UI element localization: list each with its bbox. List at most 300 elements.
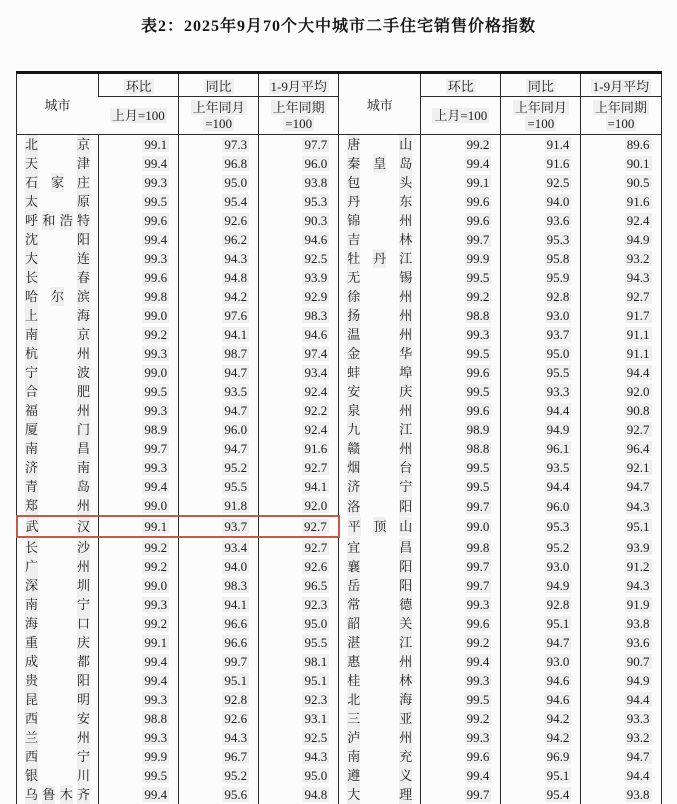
- yoy-value-cell: 96.0: [179, 420, 259, 439]
- city-cell: [17, 211, 99, 230]
- table-row: [17, 496, 662, 516]
- avg-value-cell: 91.1: [581, 344, 661, 363]
- city-cell: [339, 344, 421, 363]
- avg-value-cell: 90.5: [581, 173, 661, 192]
- city-cell: [339, 287, 421, 306]
- avg-value-cell: 90.1: [581, 154, 661, 173]
- table-row: [17, 268, 662, 287]
- mom-value-cell: 99.2: [99, 537, 179, 557]
- avg-value-cell: 93.4: [259, 363, 339, 382]
- table-row: [17, 557, 662, 576]
- avg-value-cell: 93.2: [581, 728, 661, 747]
- mom-value-cell: 99.5: [421, 344, 501, 363]
- city-name: 上 海: [25, 308, 91, 323]
- mom-value-cell: 98.8: [421, 439, 501, 458]
- yoy-value-cell: 96.7: [179, 747, 259, 766]
- table-row: [17, 766, 662, 785]
- city-cell: [339, 671, 421, 690]
- city-cell: [17, 785, 99, 804]
- city-name: 深 圳: [25, 578, 91, 593]
- city-name: 洛 阳: [347, 498, 413, 514]
- mom-value-cell: 99.3: [99, 249, 179, 268]
- yoy-value-cell: 95.0: [501, 344, 581, 363]
- avg-value-cell: 95.1: [581, 516, 661, 537]
- city-cell: [339, 595, 421, 614]
- table-row: [17, 747, 662, 766]
- city-cell: [339, 477, 421, 496]
- city-cell: [339, 211, 421, 230]
- header-avg-base-line2: =100: [285, 115, 313, 131]
- table-row: [17, 344, 662, 363]
- yoy-value-cell: 94.8: [179, 268, 259, 287]
- mom-value-cell: 99.4: [99, 230, 179, 249]
- mom-value-cell: 99.4: [99, 477, 179, 496]
- yoy-value-cell: 93.7: [501, 325, 581, 344]
- city-name: 烟 台: [347, 460, 413, 475]
- yoy-value-cell: 94.0: [501, 192, 581, 211]
- mom-value-cell: 99.2: [99, 614, 179, 633]
- yoy-value-cell: 98.3: [179, 576, 259, 595]
- avg-value-cell: 92.5: [259, 249, 339, 268]
- header-mom-left: [99, 73, 179, 97]
- avg-value-cell: 94.6: [259, 325, 339, 344]
- mom-value-cell: 99.4: [99, 154, 179, 173]
- city-name: 南 充: [347, 749, 413, 764]
- avg-value-cell: 98.1: [259, 652, 339, 671]
- mom-value-cell: 99.6: [421, 211, 501, 230]
- table-row: [17, 595, 662, 614]
- avg-value-cell: 93.2: [581, 249, 661, 268]
- mom-value-cell: 99.0: [99, 576, 179, 595]
- avg-value-cell: 94.3: [581, 576, 661, 595]
- yoy-value-cell: 94.6: [501, 671, 581, 690]
- city-cell: [17, 595, 99, 614]
- city-cell: [17, 154, 99, 173]
- table-row: [17, 785, 662, 804]
- table-row: [17, 652, 662, 671]
- mom-value-cell: 99.5: [99, 766, 179, 785]
- city-cell: [17, 401, 99, 420]
- header-avg-base-line1: 上年同期: [272, 99, 325, 115]
- city-cell: [339, 766, 421, 785]
- header-yoy-base-line2: =100: [205, 115, 233, 131]
- table-row: [17, 516, 662, 537]
- mom-value-cell: 99.2: [99, 325, 179, 344]
- header-mom-base-label: 上月=100: [434, 107, 488, 123]
- header-yoy-left: [179, 73, 259, 97]
- table-header: [17, 73, 662, 135]
- city-name: 昆 明: [25, 692, 91, 707]
- table-row: [17, 382, 662, 401]
- city-name: 牡 丹 江: [347, 251, 413, 266]
- yoy-value-cell: 95.8: [501, 249, 581, 268]
- city-name: 赣 州: [347, 441, 413, 456]
- mom-value-cell: 99.6: [421, 401, 501, 420]
- city-name: 天 津: [25, 156, 91, 171]
- header-avg-base-left: [259, 97, 339, 135]
- city-name: 大 理: [347, 787, 413, 802]
- city-cell: [339, 401, 421, 420]
- avg-value-cell: 95.1: [259, 671, 339, 690]
- header-mom-label: 环比: [447, 78, 474, 94]
- city-name: 徐 州: [347, 289, 413, 304]
- mom-value-cell: 99.1: [99, 135, 179, 155]
- avg-value-cell: 92.1: [581, 458, 661, 477]
- avg-value-cell: 91.1: [581, 325, 661, 344]
- mom-value-cell: 99.5: [99, 192, 179, 211]
- yoy-value-cell: 94.7: [179, 439, 259, 458]
- header-yoy-base-left: [179, 97, 259, 135]
- yoy-value-cell: 95.5: [501, 363, 581, 382]
- city-name: 长 春: [25, 270, 91, 285]
- city-cell: [17, 439, 99, 458]
- mom-value-cell: 99.3: [99, 173, 179, 192]
- yoy-value-cell: 95.2: [501, 537, 581, 557]
- city-cell: [17, 363, 99, 382]
- city-cell: [17, 652, 99, 671]
- avg-value-cell: 94.7: [581, 747, 661, 766]
- city-cell: [339, 439, 421, 458]
- table-row: [17, 633, 662, 652]
- avg-value-cell: 92.6: [259, 557, 339, 576]
- avg-value-cell: 94.4: [581, 363, 661, 382]
- city-cell: [17, 477, 99, 496]
- city-cell: [339, 230, 421, 249]
- city-name: 南 京: [25, 327, 91, 342]
- city-name: 沈 阳: [25, 232, 91, 247]
- mom-value-cell: 99.7: [421, 576, 501, 595]
- avg-value-cell: 94.6: [259, 230, 339, 249]
- city-cell: [17, 249, 99, 268]
- yoy-value-cell: 93.5: [501, 458, 581, 477]
- yoy-value-cell: 92.8: [501, 287, 581, 306]
- avg-value-cell: 94.3: [581, 496, 661, 516]
- city-cell: [17, 192, 99, 211]
- yoy-value-cell: 96.0: [501, 496, 581, 516]
- header-yoy-base-line1: 上年同月: [514, 99, 567, 115]
- mom-value-cell: 99.7: [421, 496, 501, 516]
- city-cell: [17, 728, 99, 747]
- mom-value-cell: 98.8: [421, 306, 501, 325]
- yoy-value-cell: 93.7: [179, 516, 259, 537]
- avg-value-cell: 95.0: [259, 614, 339, 633]
- city-name: 合 肥: [25, 384, 91, 399]
- yoy-value-cell: 94.1: [179, 325, 259, 344]
- table-row: [17, 537, 662, 557]
- city-name: 乌 鲁 木 齐: [25, 787, 91, 802]
- city-cell: [339, 633, 421, 652]
- avg-value-cell: 92.0: [259, 496, 339, 516]
- city-name: 韶 关: [347, 616, 413, 631]
- avg-value-cell: 94.1: [259, 477, 339, 496]
- city-cell: [339, 135, 421, 155]
- city-name: 秦 皇 岛: [347, 156, 413, 171]
- city-name: 宜 昌: [347, 539, 413, 555]
- mom-value-cell: 99.3: [99, 401, 179, 420]
- table-row: [17, 576, 662, 595]
- city-name: 包 头: [347, 175, 413, 190]
- city-cell: [17, 671, 99, 690]
- mom-value-cell: 99.1: [99, 633, 179, 652]
- city-cell: [17, 458, 99, 477]
- table-row: [17, 439, 662, 458]
- avg-value-cell: 94.4: [581, 690, 661, 709]
- avg-value-cell: 92.4: [259, 382, 339, 401]
- yoy-value-cell: 95.2: [179, 766, 259, 785]
- city-cell: [17, 287, 99, 306]
- avg-value-cell: 94.8: [259, 785, 339, 804]
- yoy-value-cell: 96.8: [179, 154, 259, 173]
- city-name: 桂 林: [347, 673, 413, 688]
- city-cell: [339, 268, 421, 287]
- header-city-left: 城市: [17, 73, 99, 135]
- mom-value-cell: 98.8: [99, 709, 179, 728]
- city-name: 呼 和 浩 特: [25, 213, 91, 228]
- mom-value-cell: 99.0: [421, 516, 501, 537]
- mom-value-cell: 99.2: [421, 135, 501, 155]
- mom-value-cell: 99.1: [421, 173, 501, 192]
- city-cell: [17, 557, 99, 576]
- yoy-value-cell: 92.8: [179, 690, 259, 709]
- table-row: [17, 477, 662, 496]
- mom-value-cell: 99.9: [99, 747, 179, 766]
- city-name: 三 亚: [347, 711, 413, 726]
- city-cell: [17, 614, 99, 633]
- avg-value-cell: 89.6: [581, 135, 661, 155]
- avg-value-cell: 92.7: [259, 458, 339, 477]
- yoy-value-cell: 95.0: [179, 173, 259, 192]
- city-cell: [17, 420, 99, 439]
- yoy-value-cell: 94.2: [501, 728, 581, 747]
- header-mom-right: [421, 73, 501, 97]
- avg-value-cell: 95.5: [259, 633, 339, 652]
- city-name: 石 家 庄: [25, 175, 91, 190]
- city-name: 哈 尔 滨: [25, 289, 91, 304]
- table-row: [17, 401, 662, 420]
- yoy-value-cell: 95.1: [501, 766, 581, 785]
- yoy-value-cell: 92.6: [179, 709, 259, 728]
- city-name: 惠 州: [347, 654, 413, 669]
- city-name: 平 顶 山: [347, 519, 413, 534]
- city-cell: [339, 747, 421, 766]
- yoy-value-cell: 94.6: [501, 690, 581, 709]
- city-cell: [339, 652, 421, 671]
- city-name: 宁 波: [25, 365, 91, 380]
- table-row: [17, 135, 662, 155]
- city-cell: [17, 747, 99, 766]
- avg-value-cell: 97.7: [259, 135, 339, 155]
- avg-value-cell: 95.0: [259, 766, 339, 785]
- mom-value-cell: 99.2: [421, 633, 501, 652]
- table-row: [17, 325, 662, 344]
- table-row: [17, 249, 662, 268]
- city-name: 长 沙: [25, 540, 91, 555]
- avg-value-cell: 96.0: [259, 154, 339, 173]
- avg-value-cell: 93.3: [581, 709, 661, 728]
- city-cell: [339, 576, 421, 595]
- header-yoy-base-line1: 上年同月: [192, 99, 245, 115]
- avg-value-cell: 92.3: [259, 595, 339, 614]
- mom-value-cell: 99.3: [99, 595, 179, 614]
- avg-value-cell: 90.3: [259, 211, 339, 230]
- mom-value-cell: 99.2: [421, 709, 501, 728]
- city-name: 西 安: [25, 711, 91, 726]
- yoy-value-cell: 95.3: [501, 230, 581, 249]
- mom-value-cell: 99.3: [99, 728, 179, 747]
- avg-value-cell: 93.6: [581, 633, 661, 652]
- yoy-value-cell: 94.7: [179, 363, 259, 382]
- yoy-value-cell: 91.8: [179, 496, 259, 516]
- yoy-value-cell: 98.7: [179, 344, 259, 363]
- avg-value-cell: 91.9: [581, 595, 661, 614]
- avg-value-cell: 93.9: [581, 537, 661, 557]
- city-name: 唐 山: [347, 137, 413, 152]
- city-cell: [339, 458, 421, 477]
- city-name: 福 州: [25, 403, 91, 418]
- table-row: [17, 211, 662, 230]
- avg-value-cell: 90.8: [581, 401, 661, 420]
- city-cell: [339, 614, 421, 633]
- city-cell: [339, 709, 421, 728]
- avg-value-cell: 92.9: [259, 287, 339, 306]
- city-name: 兰 州: [25, 730, 91, 745]
- city-cell: [339, 516, 421, 537]
- city-name: 海 口: [25, 616, 91, 631]
- city-cell: [339, 537, 421, 557]
- avg-value-cell: 92.2: [259, 401, 339, 420]
- city-name: 贵 阳: [25, 673, 91, 688]
- city-name: 成 都: [25, 654, 91, 669]
- yoy-value-cell: 94.9: [501, 576, 581, 595]
- mom-value-cell: 99.4: [421, 766, 501, 785]
- mom-value-cell: 99.3: [421, 325, 501, 344]
- city-name: 无 锡: [347, 270, 413, 285]
- city-name: 太 原: [25, 194, 91, 209]
- table-row: [17, 671, 662, 690]
- mom-value-cell: 99.4: [421, 652, 501, 671]
- city-cell: [339, 382, 421, 401]
- mom-value-cell: 99.3: [421, 595, 501, 614]
- avg-value-cell: 95.3: [259, 192, 339, 211]
- mom-value-cell: 99.5: [99, 382, 179, 401]
- city-name: 九 江: [347, 422, 413, 437]
- header-mom-base-label: 上月=100: [111, 107, 165, 123]
- yoy-value-cell: 94.3: [179, 249, 259, 268]
- yoy-value-cell: 95.9: [501, 268, 581, 287]
- city-name: 蚌 埠: [347, 365, 413, 380]
- avg-value-cell: 92.4: [581, 211, 661, 230]
- city-name: 遵 义: [347, 768, 413, 783]
- yoy-value-cell: 93.4: [179, 537, 259, 557]
- avg-value-cell: 93.8: [259, 173, 339, 192]
- avg-value-cell: 93.1: [259, 709, 339, 728]
- city-name: 襄 阳: [347, 559, 413, 574]
- mom-value-cell: 99.3: [421, 671, 501, 690]
- mom-value-cell: 99.4: [99, 785, 179, 804]
- city-name: 常 德: [347, 597, 413, 612]
- city-name: 北 京: [25, 137, 91, 152]
- avg-value-cell: 94.9: [581, 230, 661, 249]
- city-cell: [17, 173, 99, 192]
- city-name: 泉 州: [347, 403, 413, 418]
- mom-value-cell: 99.2: [99, 557, 179, 576]
- mom-value-cell: 99.0: [99, 496, 179, 516]
- yoy-value-cell: 94.7: [179, 401, 259, 420]
- table-row: [17, 458, 662, 477]
- city-cell: [17, 230, 99, 249]
- city-cell: [17, 268, 99, 287]
- mom-value-cell: 99.5: [421, 477, 501, 496]
- table-row: [17, 173, 662, 192]
- city-cell: [17, 633, 99, 652]
- yoy-value-cell: 91.4: [501, 135, 581, 155]
- city-cell: [339, 306, 421, 325]
- city-name: 大 连: [25, 251, 91, 266]
- yoy-value-cell: 99.7: [179, 652, 259, 671]
- avg-value-cell: 91.6: [259, 439, 339, 458]
- yoy-value-cell: 96.6: [179, 633, 259, 652]
- city-name: 丹 东: [347, 194, 413, 209]
- yoy-value-cell: 96.2: [179, 230, 259, 249]
- table-row: [17, 287, 662, 306]
- avg-value-cell: 91.6: [581, 192, 661, 211]
- avg-value-cell: 92.7: [581, 287, 661, 306]
- city-cell: [17, 690, 99, 709]
- yoy-value-cell: 94.2: [179, 287, 259, 306]
- mom-value-cell: 99.6: [421, 192, 501, 211]
- table-row: [17, 728, 662, 747]
- mom-value-cell: 99.4: [99, 671, 179, 690]
- yoy-value-cell: 93.0: [501, 557, 581, 576]
- city-cell: [339, 785, 421, 804]
- avg-value-cell: 92.7: [259, 516, 339, 537]
- city-name: 金 华: [347, 346, 413, 361]
- city-cell: [17, 382, 99, 401]
- avg-value-cell: 92.7: [259, 537, 339, 557]
- header-avg-base-line1: 上年同期: [594, 99, 647, 115]
- city-name: 银 川: [25, 768, 91, 783]
- city-name: 重 庆: [25, 635, 91, 650]
- header-avg-left: [259, 73, 339, 97]
- avg-value-cell: 92.4: [259, 420, 339, 439]
- yoy-value-cell: 94.4: [501, 401, 581, 420]
- table-row: [17, 363, 662, 382]
- mom-value-cell: 99.6: [421, 614, 501, 633]
- city-cell: [339, 325, 421, 344]
- yoy-value-cell: 91.6: [501, 154, 581, 173]
- mom-value-cell: 99.7: [421, 785, 501, 804]
- city-name: 青 岛: [25, 479, 91, 494]
- city-cell: [17, 709, 99, 728]
- city-name: 济 南: [25, 460, 91, 475]
- mom-value-cell: 99.3: [99, 344, 179, 363]
- header-yoy-label: 同比: [205, 78, 232, 94]
- mom-value-cell: 99.3: [99, 458, 179, 477]
- header-yoy-label: 同比: [527, 78, 554, 94]
- avg-value-cell: 93.8: [581, 785, 661, 804]
- mom-value-cell: 99.6: [421, 363, 501, 382]
- yoy-value-cell: 94.2: [501, 709, 581, 728]
- yoy-value-cell: 97.3: [179, 135, 259, 155]
- yoy-value-cell: 95.3: [501, 516, 581, 537]
- yoy-value-cell: 94.9: [501, 420, 581, 439]
- yoy-value-cell: 95.1: [501, 614, 581, 633]
- city-name: 泸 州: [347, 730, 413, 745]
- city-cell: [17, 306, 99, 325]
- mom-value-cell: 98.9: [99, 420, 179, 439]
- yoy-value-cell: 96.6: [179, 614, 259, 633]
- mom-value-cell: 99.6: [421, 747, 501, 766]
